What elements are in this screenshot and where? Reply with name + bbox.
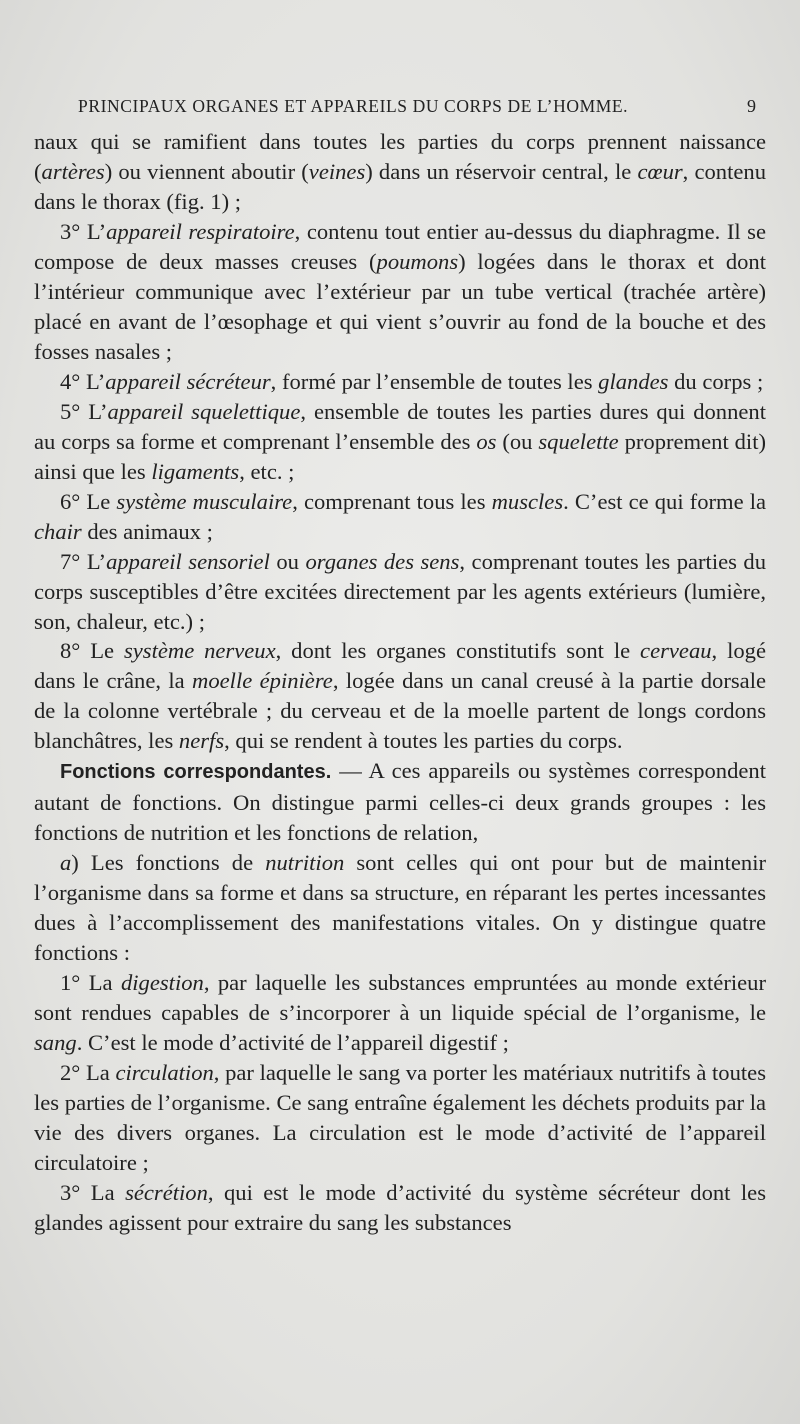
text-run: , logé dans le crâne, la [34,638,766,694]
paragraph [34,547,766,637]
italic-term: appareil sensoriel [106,548,270,574]
italic-term: sécrétion [125,1179,208,1205]
text-run: 3° La [60,1179,126,1205]
italic-term: moelle épinière [192,668,333,694]
text-run: . C’est ce qui forme la [563,488,767,514]
paragraph [34,487,766,547]
text-run: ou [269,548,306,574]
text-run: , comprenant toutes les parties du corps susceptibles d’être excitées directement par les agents extérieurs (lumière, son, chaleur, etc.) ; [34,548,766,634]
running-title: PRINCIPAUX ORGANES ET APPAREILS DU CORPS DE L’HOMME. [78,96,629,116]
italic-term: ligaments [151,458,240,484]
italic-term: système nerveux [123,638,276,664]
text-run: , contenu dans le thorax (fig. 1) ; [34,158,766,214]
text-run: ) dans un réservoir central, le [365,158,638,184]
text-run: , formé par l’ensemble de toutes les [270,368,599,394]
text-run: , logée dans un canal creusé à la partie dorsale de la colonne vertébrale ; du cerveau et de la moelle partent de longs cordons blanchâtres, les [34,668,766,754]
text-run: 4° L’ [60,368,106,394]
text-run: ) logées dans le thorax et dont l’intérieur communique avec l’extérieur par un tube vertical (trachée artère) placé en avant de l’œsophage et qui vient s’ouvrir au fond de la bouche et des fosses nasales ; [34,248,766,364]
text-run: , dont les organes constitutifs sont le [275,638,641,664]
italic-term: sang [34,1030,77,1056]
text-run: du corps ; [668,368,764,394]
text-run: des animaux ; [81,518,213,544]
paragraph [34,367,766,397]
italic-term: digestion [120,970,204,996]
paragraph [34,636,766,756]
italic-term: nutrition [265,850,345,876]
text-run: 8° Le [60,638,124,664]
text-run: , qui se rendent à toutes les parties du corps. [224,728,623,754]
paragraph [34,968,766,1058]
paragraph [34,217,766,367]
italic-term: glandes [598,368,669,394]
italic-term: a [60,850,72,876]
paragraph [34,1178,766,1238]
body-text [34,127,766,1238]
italic-term: circulation [115,1060,214,1086]
italic-term: appareil squelettique [107,398,301,424]
italic-term: squelette [538,428,619,454]
text-run: 2° La [60,1060,116,1086]
text-run: naux qui se ramifient dans toutes les parties du corps prennent naissance ( [34,129,766,184]
text-run: ) ou viennent aboutir ( [104,158,309,184]
italic-term: appareil sécréteur [105,368,271,394]
text-run: , qui est le mode d’activité du système sécréteur dont les glandes agissent pour extraire du sang les substances [34,1179,766,1235]
paragraph [34,127,766,217]
text-run: , par laquelle les substances empruntées au monde extérieur sont rendues capables de s’incorporer à un liquide spécial de l’organisme, le [34,970,766,1026]
text-run: 1° La [60,970,121,996]
italic-term: veines [308,158,366,184]
text-run: sont celles qui ont pour but de maintenir l’organisme dans sa forme et dans sa structure, en réparant les pertes incessantes dues à l’accomplissement des manifestations vitales. On y distingue quatre fonctions : [34,850,767,966]
text-run: . C’est le mode d’activité de l’appareil digestif ; [76,1030,509,1056]
paragraph [34,848,766,968]
text-run: , comprenant tous les [292,488,492,514]
italic-term: appareil respiratoire [106,218,295,244]
italic-term: poumons [376,248,459,274]
paragraph [34,756,766,848]
text-run: , etc. ; [239,458,295,484]
italic-term: organes des sens [305,548,460,574]
paragraph [34,1058,766,1178]
text-run: ) Les fonctions de [71,850,266,876]
text-run: 3° L’ [60,218,107,244]
italic-term: système musculaire [116,488,293,514]
italic-term: cerveau [640,638,712,664]
text-run: , contenu tout entier au-dessus du diaphragme. Il se compose de deux masses creuses ( [34,218,766,274]
page-number: 9 [747,96,756,116]
text-run: , par laquelle le sang va porter les matériaux nutritifs à toutes les parties de l’organisme. Ce sang entraîne également les déchets produits par la vie des divers organes. La circulation est le mode d’activité de l’appareil circulatoire ; [34,1060,766,1175]
text-run: , ensemble de toutes les parties dures qui donnent au corps sa forme et comprenant l’ensemble des [34,398,767,454]
italic-term: cœur [637,158,683,184]
text-run: 5° L’ [60,398,108,424]
section-heading: Fonctions correspondantes. [60,761,332,784]
italic-term: chair [34,518,82,544]
text-run: proprement dit) ainsi que les [34,428,766,484]
italic-term: artères [41,158,105,184]
paragraph [34,397,766,487]
text-run: 7° L’ [60,548,107,574]
text-run: — A ces appareils ou systèmes correspondent autant de fonctions. On distingue parmi celles-ci deux grands groupes : les fonctions de nutrition et les fonctions de relation, [34,758,766,846]
italic-term: os [476,428,497,454]
text-run: 6° Le [60,488,117,514]
italic-term: muscles [491,488,564,514]
text-run: (ou [496,428,539,454]
italic-term: nerfs [178,728,225,754]
running-head [64,96,764,122]
